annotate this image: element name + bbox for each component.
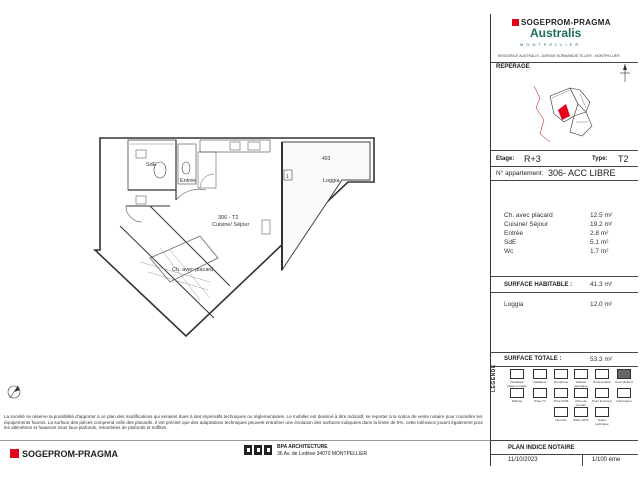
loggia-area: 12.0 m² xyxy=(590,301,613,308)
surface-habitable-label: SURFACE HABITABLE : xyxy=(504,282,573,288)
legend-item-10: Point lumineux xyxy=(592,388,612,403)
rj45-socket-icon xyxy=(554,388,568,398)
bpa-logo-icon xyxy=(244,443,274,457)
legend-item-12: Nourrice xyxy=(552,407,570,422)
residence-name: Australis xyxy=(530,26,582,40)
plan-sde-label: SdE xyxy=(146,162,157,168)
reperage-north-icon xyxy=(620,64,630,82)
tv-socket-icon xyxy=(533,388,547,398)
plan-scale: 1/100 ème xyxy=(592,457,621,463)
etage-value: R+3 xyxy=(524,154,541,164)
plan-unit-subtitle: Cuisine/ Séjour xyxy=(212,222,250,228)
disclaimer: La société se réserve la possibilité d'apporter à ce plan des modifications qui seraient dues à des impératifs techniques ou réglementaires. Le mobilier est dessiné à titre indicatif, se reporter à la notice de vente notaire pour connaître les équipements fournis. La surface des pièces comprend celle des placards. Il est précisé que des adaptations techniques peuvent entraîner une évolution des surfaces indiquées dans la limite de 5%, cette tolérance jouant également pour les altimétries et hauteurs sous faux-plafonds, retombées de plafonds et soffites. xyxy=(4,414,484,431)
water-heater-icon xyxy=(574,407,588,417)
plan-chambre-label: Ch. avec placard xyxy=(172,267,214,273)
plan-door-code: 1 xyxy=(286,174,289,180)
etage-label: Etage: xyxy=(496,156,515,162)
legend-item-14: Gaine technique xyxy=(592,407,612,426)
legend-item-9: Prise de courant xyxy=(572,388,590,407)
light-point-icon xyxy=(595,388,609,398)
faucet-icon xyxy=(510,388,524,398)
type-label: Type: xyxy=(592,156,608,162)
legend-item-13: Ballon ECS xyxy=(572,407,590,422)
brand-square-icon xyxy=(512,19,519,26)
room-name-4: Wc xyxy=(504,248,514,255)
plan-loggia-label: Loggia xyxy=(323,178,340,184)
legend-item-8: Prise RJ45 xyxy=(552,388,570,403)
plan-entree-label: Entrée xyxy=(180,178,197,184)
room-area-0: 12.5 m² xyxy=(590,212,613,219)
room-area-3: 5.1 m² xyxy=(590,239,609,246)
surface-totale-value: 53.3 m² xyxy=(590,356,613,363)
room-name-2: Entrée xyxy=(504,230,524,237)
electric-panel-icon xyxy=(574,369,588,379)
loggia-name: Loggia xyxy=(504,301,524,308)
room-area-1: 19.2 m² xyxy=(590,221,613,228)
footer-brand-square-icon xyxy=(10,449,19,458)
legend-item-4: Porte-fenêtre xyxy=(592,369,612,384)
false-ceiling-icon xyxy=(617,369,631,379)
appartement-value: 306- ACC LIBRE xyxy=(548,168,616,178)
legend-item-5: Faux plafond xyxy=(614,369,634,384)
french-window-icon xyxy=(595,369,609,379)
room-name-1: Cuisine/ Séjour xyxy=(504,221,549,228)
power-socket-icon xyxy=(574,388,588,398)
footer-brand xyxy=(10,449,118,459)
reperage-title: REPERAGE xyxy=(496,64,530,70)
floor-plan xyxy=(0,120,490,420)
technical-duct-icon xyxy=(595,407,609,417)
plan-loggia-code: 403 xyxy=(322,156,331,162)
legend-item-3: Tableau électrique xyxy=(572,369,590,388)
plan-date: 11/10/2023 xyxy=(508,457,538,463)
switch-icon xyxy=(617,388,631,398)
plan-unit-label: 306 - T2 xyxy=(218,215,239,221)
surface-habitable-value: 41.3 m² xyxy=(590,281,613,288)
legend-item-11: Interrupteur xyxy=(614,388,634,403)
footer-brand-text: SOGEPROM-PRAGMA xyxy=(22,449,119,459)
legend-item-0: Ventilation basse et haute xyxy=(506,369,528,388)
appartement-label: N° appartement: xyxy=(496,170,544,177)
surface-totale-label: SURFACE TOTALE : xyxy=(504,356,562,362)
residence-address: RESIDENCE AUSTRALIS - AVENUE NORMANDIE TILLIER - MONTPELLIER xyxy=(498,54,620,58)
architect-name: BPA ARCHITECTURE xyxy=(277,444,328,450)
room-name-3: SdE xyxy=(504,239,517,246)
ventilation-icon xyxy=(510,369,524,379)
legend-item-1: Radiateur xyxy=(530,369,550,384)
north-arrow-icon xyxy=(8,386,20,398)
reperage-map xyxy=(530,78,630,148)
plan-title: PLAN INDICE NOTAIRE xyxy=(508,445,575,451)
room-name-0: Ch. avec placard xyxy=(504,212,553,219)
radiator-icon xyxy=(533,369,547,379)
interphone-icon xyxy=(554,369,568,379)
architect-address: 36 Av. de Lodève 34070 MONTPELLIER xyxy=(277,451,368,457)
room-area-2: 2.8 m² xyxy=(590,230,609,237)
type-value: T2 xyxy=(618,154,629,164)
manifold-icon xyxy=(554,407,568,417)
residence-city: MONTPELLIER xyxy=(520,42,582,47)
legend-item-7: Prise TV xyxy=(530,388,550,403)
legende-title: LEGENDE xyxy=(491,364,497,392)
brand-text: SOGEPROM-PRAGMA xyxy=(521,18,611,27)
legend-item-2: Interphone xyxy=(552,369,570,384)
room-area-4: 1.7 m² xyxy=(590,248,609,255)
legend-item-6: Robinet xyxy=(506,388,528,403)
